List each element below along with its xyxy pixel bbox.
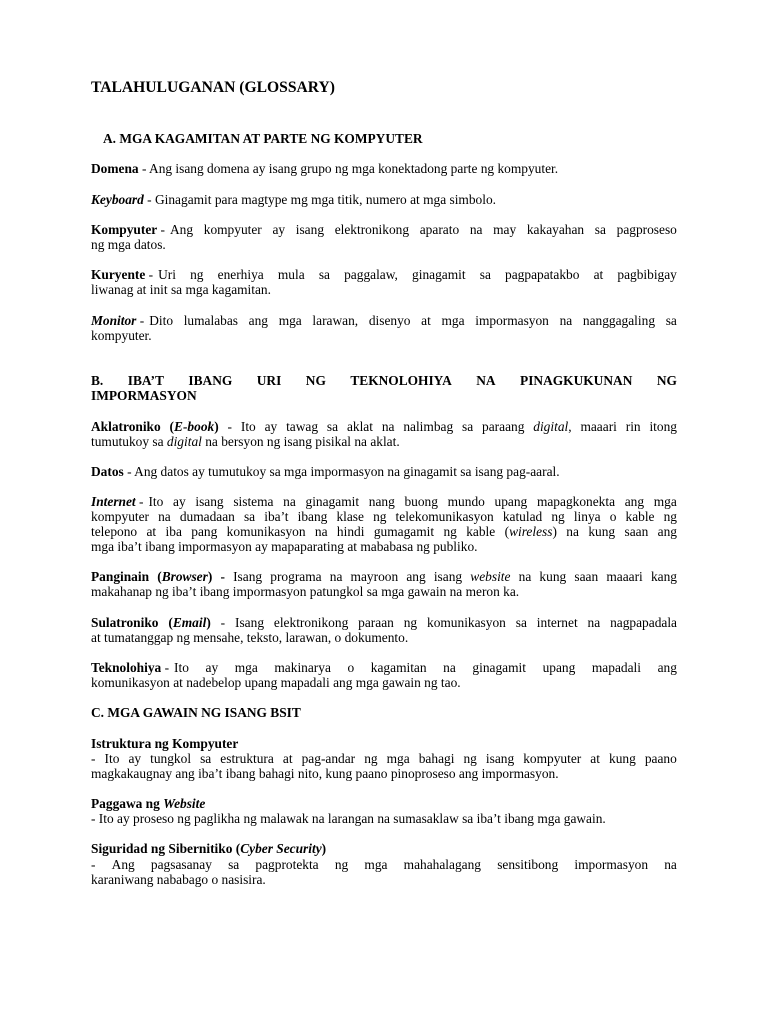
term: Aklatroniko ( bbox=[91, 419, 175, 434]
definition: Uri ng enerhiya mula sa paggalaw, ginagamit sa pagpapatakbo at pagbibigay bbox=[158, 267, 677, 282]
entry-kuryente: Kuryente - Uri ng enerhiya mula sa paggalaw, ginagamit sa pagpapatakbo at pagbibigay bbox=[91, 267, 677, 282]
entry-siguridad-line1: - Ang pagsasanay sa pagprotekta ng mga mahahalagang sensitibong impormasyon na bbox=[91, 857, 677, 872]
entry-aklatroniko bbox=[91, 419, 677, 434]
entry-panginain-line2: makahanap ng iba’t ibang impormasyon patungkol sa mga gawain na meron ka. bbox=[91, 584, 520, 599]
definition-part: na kung saan maaari kang bbox=[510, 569, 677, 584]
term: Paggawa ng bbox=[91, 796, 164, 811]
definition-italic: wireless bbox=[509, 524, 553, 539]
entry-datos bbox=[91, 464, 560, 479]
entry-monitor-line2: kompyuter. bbox=[91, 328, 152, 343]
definition-italic: digital bbox=[166, 434, 202, 449]
term: Teknolohiya bbox=[91, 660, 162, 675]
term: Internet bbox=[91, 494, 136, 509]
term: Domena bbox=[91, 161, 139, 176]
definition: Ang kompyuter ay isang elektronikong aparato na may kakayahan sa pagproseso bbox=[170, 222, 677, 237]
term-italic: Website bbox=[163, 796, 206, 811]
term-italic: Cyber Security bbox=[240, 841, 322, 856]
entry-aklatroniko-line2 bbox=[91, 434, 400, 449]
entry-kompyuter-line2: ng mga datos. bbox=[91, 237, 166, 252]
entry-internet: Internet - Ito ay isang sistema na ginagamit nang buong mundo upang mapagkonekta ang mga bbox=[91, 494, 677, 509]
term-italic: Browser bbox=[161, 569, 208, 584]
entry-siguridad-line2: karaniwang nababago o nasisira. bbox=[91, 872, 266, 887]
entry-teknolohiya: Teknolohiya - Ito ay mga makinarya o kagamitan na ginagamit upang mapadali ang bbox=[91, 660, 677, 675]
section-b-heading-line2: IMPORMASYON bbox=[91, 388, 197, 403]
term-italic: Email bbox=[172, 615, 207, 630]
definition: Dito lumalabas ang mga larawan, disenyo at mga impormasyon na nanggagaling sa bbox=[149, 313, 677, 328]
definition: Ito ay mga makinarya o kagamitan na ginagamit upang mapadali ang bbox=[174, 660, 677, 675]
term-italic: E-book bbox=[174, 419, 215, 434]
definition: - Ginagamit para magtype mg mga titik, numero at mga simbolo. bbox=[143, 192, 496, 207]
definition-italic: website bbox=[470, 569, 511, 584]
definition-part: - Isang elektronikong paraan ng komunikasyon sa internet na nagpapadala bbox=[210, 615, 677, 630]
section-c-heading: C. MGA GAWAIN NG ISANG BSIT bbox=[91, 705, 301, 720]
entry-kuryente-line2: liwanag at init sa mga kagamitan. bbox=[91, 282, 271, 297]
term: Datos bbox=[91, 464, 124, 479]
definition-part: telepono at iba pang komunikasyon na hindi gumagamit ng kable ( bbox=[91, 524, 510, 539]
entry-internet-line2: kompyuter na dumadaan sa iba’t ibang klase ng telekomunikasyon katulad ng linya o kable ng bbox=[91, 509, 677, 524]
definition: - Ang datos ay tumutukoy sa mga impormasyon na ginagamit sa isang pag-aaral. bbox=[123, 464, 560, 479]
term: Kompyuter bbox=[91, 222, 158, 237]
entry-paggawa-term bbox=[91, 796, 205, 811]
term-end: ) - bbox=[207, 569, 225, 584]
entry-kompyuter: Kompyuter - Ang kompyuter ay isang elektronikong aparato na may kakayahan sa pagproseso bbox=[91, 222, 677, 237]
definition-part: na bersyon ng isang pisikal na aklat. bbox=[201, 434, 400, 449]
entry-panginain bbox=[91, 569, 677, 584]
entry-sulatroniko bbox=[91, 615, 677, 630]
page-title: TALAHULUGANAN (GLOSSARY) bbox=[91, 79, 335, 96]
entry-internet-line3 bbox=[91, 524, 677, 539]
entry-monitor: Monitor - Dito lumalabas ang mga larawan, disenyo at mga impormasyon na nanggagaling sa bbox=[91, 313, 677, 328]
term-end: ) bbox=[321, 841, 327, 856]
entry-paggawa-line1: - Ito ay proseso ng paglikha ng malawak na larangan na sumasaklaw sa iba’t ibang mga gawain. bbox=[91, 811, 606, 826]
definition-part: ) na kung saan ang bbox=[552, 524, 677, 539]
term: Siguridad ng Sibernitiko ( bbox=[91, 841, 241, 856]
term: Monitor bbox=[91, 313, 137, 328]
entry-istruktura-line2: magkakaugnay ang iba’t ibang bahagi nito, kung paano pinoproseso ang impormasyon. bbox=[91, 766, 559, 781]
term: Kuryente bbox=[91, 267, 146, 282]
entry-keyboard bbox=[91, 192, 496, 207]
definition-part: , maaari rin itong bbox=[568, 419, 677, 434]
entry-istruktura-line1: - Ito ay tungkol sa estruktura at pag-andar ng mga bahagi ng isang kompyuter at kung paano bbox=[91, 751, 677, 766]
term: Keyboard bbox=[91, 192, 144, 207]
entry-siguridad-term bbox=[91, 841, 326, 856]
term-end: ) bbox=[206, 615, 211, 630]
entry-teknolohiya-line2: komunikasyon at nadebelop upang mapadali ang mga gawain ng tao. bbox=[91, 675, 461, 690]
section-b-heading: B. IBA’T IBANG URI NG TEKNOLOHIYA NA PINAGKUKUNAN NG bbox=[91, 373, 677, 388]
term-end: ) bbox=[214, 419, 219, 434]
term: Sulatroniko ( bbox=[91, 615, 173, 630]
entry-sulatroniko-line2: at tumatanggap ng mensahe, teksto, larawan, o dokumento. bbox=[91, 630, 409, 645]
definition-italic: digital bbox=[533, 419, 569, 434]
definition-part: - Ito ay tawag sa aklat na nalimbag sa paraang bbox=[218, 419, 534, 434]
section-a-heading: A. MGA KAGAMITAN AT PARTE NG KOMPYUTER bbox=[103, 131, 423, 146]
entry-istruktura-term: Istruktura ng Kompyuter bbox=[91, 736, 239, 751]
entry-internet-line4: mga iba’t ibang impormasyon ay mapaparating at mababasa ng publiko. bbox=[91, 539, 478, 554]
definition: Ito ay isang sistema na ginagamit nang buong mundo upang mapagkonekta ang mga bbox=[148, 494, 677, 509]
definition-part: Isang programa na mayroon ang isang bbox=[224, 569, 471, 584]
term: Panginain ( bbox=[91, 569, 162, 584]
definition-part: tumutukoy sa bbox=[91, 434, 167, 449]
entry-domena bbox=[91, 161, 558, 176]
definition: - Ang isang domena ay isang grupo ng mga konektadong parte ng kompyuter. bbox=[138, 161, 559, 176]
